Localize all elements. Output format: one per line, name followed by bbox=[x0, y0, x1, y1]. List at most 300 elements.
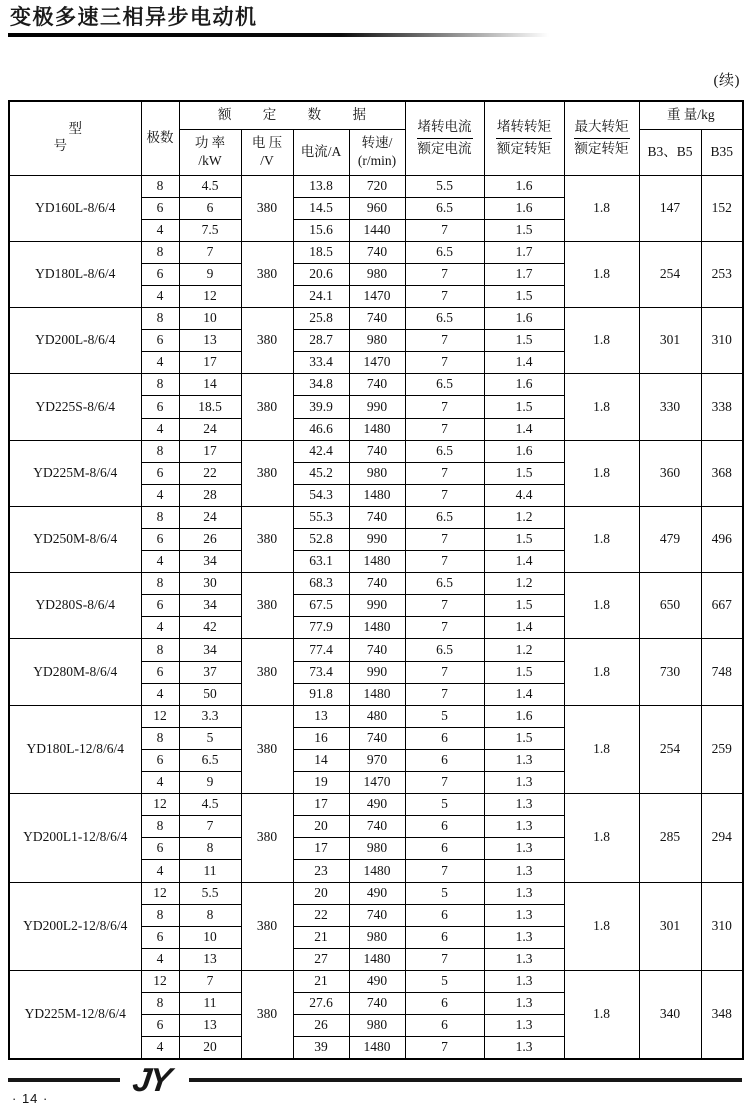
power-unit: /kW bbox=[198, 153, 222, 168]
cell-speed-rpm: 990 bbox=[349, 595, 405, 617]
jy-logo: JY bbox=[130, 1061, 173, 1098]
cell-weight-b35: 368 bbox=[701, 440, 743, 506]
cell-weight-b3-b5: 147 bbox=[639, 175, 701, 241]
cell-current-a: 14 bbox=[293, 749, 349, 771]
locked-torque-denominator: 额定转矩 bbox=[497, 140, 551, 156]
cell-current-a: 20 bbox=[293, 882, 349, 904]
cell-locked-current-ratio: 5 bbox=[405, 882, 484, 904]
spec-row bbox=[9, 440, 743, 462]
col-header-poles: 极数 bbox=[141, 101, 179, 175]
cell-locked-current-ratio: 6 bbox=[405, 749, 484, 771]
cell-current-a: 63.1 bbox=[293, 551, 349, 573]
cell-poles: 4 bbox=[141, 418, 179, 440]
cell-locked-torque-ratio: 1.3 bbox=[484, 860, 564, 882]
cell-current-a: 26 bbox=[293, 1015, 349, 1037]
cell-voltage-v: 380 bbox=[241, 175, 293, 241]
cell-poles: 4 bbox=[141, 352, 179, 374]
cell-locked-torque-ratio: 1.4 bbox=[484, 617, 564, 639]
cell-locked-current-ratio: 6.5 bbox=[405, 241, 484, 263]
cell-max-torque-ratio: 1.8 bbox=[564, 241, 639, 307]
cell-power-kw: 34 bbox=[179, 639, 241, 661]
cell-locked-torque-ratio: 1.5 bbox=[484, 330, 564, 352]
cell-weight-b3-b5: 650 bbox=[639, 573, 701, 639]
cell-poles: 6 bbox=[141, 838, 179, 860]
cell-locked-current-ratio: 7 bbox=[405, 529, 484, 551]
cell-current-a: 17 bbox=[293, 838, 349, 860]
col-header-speed bbox=[349, 129, 405, 175]
cell-speed-rpm: 740 bbox=[349, 816, 405, 838]
voltage-name: 电 压 bbox=[251, 135, 283, 151]
cell-poles: 4 bbox=[141, 484, 179, 506]
cell-voltage-v: 380 bbox=[241, 374, 293, 440]
cell-locked-current-ratio: 7 bbox=[405, 860, 484, 882]
cell-power-kw: 30 bbox=[179, 573, 241, 595]
cell-locked-current-ratio: 7 bbox=[405, 1037, 484, 1059]
cell-max-torque-ratio: 1.8 bbox=[564, 639, 639, 705]
spec-row bbox=[9, 506, 743, 528]
spec-row bbox=[9, 794, 743, 816]
cell-poles: 6 bbox=[141, 595, 179, 617]
cell-current-a: 23 bbox=[293, 860, 349, 882]
cell-speed-rpm: 480 bbox=[349, 705, 405, 727]
cell-speed-rpm: 740 bbox=[349, 904, 405, 926]
cell-locked-current-ratio: 6 bbox=[405, 904, 484, 926]
cell-power-kw: 37 bbox=[179, 661, 241, 683]
cell-model: YD250M-8/6/4 bbox=[9, 506, 141, 572]
cell-weight-b35: 152 bbox=[701, 175, 743, 241]
cell-locked-torque-ratio: 1.5 bbox=[484, 285, 564, 307]
cell-current-a: 13.8 bbox=[293, 175, 349, 197]
cell-locked-torque-ratio: 1.5 bbox=[484, 529, 564, 551]
cell-poles: 6 bbox=[141, 749, 179, 771]
cell-voltage-v: 380 bbox=[241, 705, 293, 793]
cell-speed-rpm: 1480 bbox=[349, 484, 405, 506]
cell-speed-rpm: 740 bbox=[349, 573, 405, 595]
cell-locked-torque-ratio: 1.3 bbox=[484, 794, 564, 816]
page-number: · 14 · bbox=[12, 1091, 49, 1106]
cell-voltage-v: 380 bbox=[241, 970, 293, 1058]
cell-power-kw: 22 bbox=[179, 462, 241, 484]
cell-voltage-v: 380 bbox=[241, 639, 293, 705]
cell-max-torque-ratio: 1.8 bbox=[564, 705, 639, 793]
cell-power-kw: 26 bbox=[179, 529, 241, 551]
cell-power-kw: 42 bbox=[179, 617, 241, 639]
cell-weight-b3-b5: 340 bbox=[639, 970, 701, 1058]
cell-model: YD280S-8/6/4 bbox=[9, 573, 141, 639]
cell-power-kw: 6 bbox=[179, 197, 241, 219]
cell-locked-current-ratio: 6 bbox=[405, 816, 484, 838]
cell-current-a: 77.4 bbox=[293, 639, 349, 661]
cell-weight-b3-b5: 301 bbox=[639, 882, 701, 970]
col-header-weight-b3-b5: B3、B5 bbox=[639, 129, 701, 175]
cell-max-torque-ratio: 1.8 bbox=[564, 175, 639, 241]
cell-speed-rpm: 980 bbox=[349, 462, 405, 484]
cell-locked-current-ratio: 7 bbox=[405, 551, 484, 573]
cell-locked-current-ratio: 6.5 bbox=[405, 308, 484, 330]
cell-poles: 4 bbox=[141, 551, 179, 573]
cell-locked-torque-ratio: 1.7 bbox=[484, 241, 564, 263]
cell-locked-current-ratio: 7 bbox=[405, 948, 484, 970]
cell-voltage-v: 380 bbox=[241, 440, 293, 506]
cell-model: YD225M-8/6/4 bbox=[9, 440, 141, 506]
cell-locked-current-ratio: 7 bbox=[405, 661, 484, 683]
cell-speed-rpm: 740 bbox=[349, 727, 405, 749]
cell-locked-torque-ratio: 1.3 bbox=[484, 992, 564, 1014]
cell-voltage-v: 380 bbox=[241, 573, 293, 639]
cell-max-torque-ratio: 1.8 bbox=[564, 794, 639, 882]
footer-rule-right bbox=[189, 1078, 742, 1082]
cell-locked-torque-ratio: 1.3 bbox=[484, 772, 564, 794]
col-header-weight: 重 量/kg bbox=[639, 101, 743, 129]
continued-marker: (续) bbox=[713, 73, 740, 89]
cell-locked-current-ratio: 7 bbox=[405, 219, 484, 241]
cell-weight-b3-b5: 254 bbox=[639, 241, 701, 307]
cell-speed-rpm: 740 bbox=[349, 506, 405, 528]
cell-current-a: 19 bbox=[293, 772, 349, 794]
spec-row bbox=[9, 573, 743, 595]
cell-weight-b35: 748 bbox=[701, 639, 743, 705]
cell-locked-torque-ratio: 1.6 bbox=[484, 440, 564, 462]
cell-power-kw: 13 bbox=[179, 330, 241, 352]
cell-speed-rpm: 740 bbox=[349, 992, 405, 1014]
cell-power-kw: 18.5 bbox=[179, 396, 241, 418]
cell-weight-b35: 496 bbox=[701, 506, 743, 572]
cell-poles: 8 bbox=[141, 374, 179, 396]
locked-current-fraction bbox=[406, 118, 484, 158]
cell-locked-torque-ratio: 1.2 bbox=[484, 506, 564, 528]
cell-poles: 4 bbox=[141, 860, 179, 882]
cell-poles: 8 bbox=[141, 816, 179, 838]
cell-max-torque-ratio: 1.8 bbox=[564, 374, 639, 440]
cell-power-kw: 50 bbox=[179, 683, 241, 705]
col-header-rated-data: 额 定 数 据 bbox=[179, 101, 405, 129]
cell-power-kw: 6.5 bbox=[179, 749, 241, 771]
cell-model: YD280M-8/6/4 bbox=[9, 639, 141, 705]
cell-weight-b35: 667 bbox=[701, 573, 743, 639]
cell-locked-torque-ratio: 1.7 bbox=[484, 263, 564, 285]
cell-locked-torque-ratio: 1.6 bbox=[484, 374, 564, 396]
cell-power-kw: 11 bbox=[179, 860, 241, 882]
cell-locked-current-ratio: 6.5 bbox=[405, 374, 484, 396]
cell-current-a: 13 bbox=[293, 705, 349, 727]
voltage-unit: /V bbox=[260, 153, 274, 168]
cell-power-kw: 7 bbox=[179, 816, 241, 838]
cell-locked-current-ratio: 6 bbox=[405, 838, 484, 860]
cell-voltage-v: 380 bbox=[241, 882, 293, 970]
cell-power-kw: 24 bbox=[179, 506, 241, 528]
cell-model: YD180L-12/8/6/4 bbox=[9, 705, 141, 793]
cell-power-kw: 7 bbox=[179, 241, 241, 263]
cell-max-torque-ratio: 1.8 bbox=[564, 440, 639, 506]
cell-speed-rpm: 1480 bbox=[349, 418, 405, 440]
cell-locked-current-ratio: 6 bbox=[405, 992, 484, 1014]
cell-poles: 4 bbox=[141, 285, 179, 307]
cell-poles: 8 bbox=[141, 308, 179, 330]
cell-poles: 12 bbox=[141, 705, 179, 727]
cell-voltage-v: 380 bbox=[241, 506, 293, 572]
cell-current-a: 54.3 bbox=[293, 484, 349, 506]
cell-model: YD200L2-12/8/6/4 bbox=[9, 882, 141, 970]
cell-current-a: 16 bbox=[293, 727, 349, 749]
cell-locked-torque-ratio: 1.4 bbox=[484, 418, 564, 440]
cell-locked-current-ratio: 7 bbox=[405, 595, 484, 617]
cell-current-a: 34.8 bbox=[293, 374, 349, 396]
cell-locked-current-ratio: 6.5 bbox=[405, 197, 484, 219]
cell-weight-b35: 348 bbox=[701, 970, 743, 1058]
cell-poles: 8 bbox=[141, 440, 179, 462]
cell-locked-torque-ratio: 1.2 bbox=[484, 573, 564, 595]
cell-speed-rpm: 990 bbox=[349, 661, 405, 683]
cell-locked-torque-ratio: 1.6 bbox=[484, 308, 564, 330]
cell-model: YD180L-8/6/4 bbox=[9, 241, 141, 307]
cell-locked-torque-ratio: 1.4 bbox=[484, 352, 564, 374]
cell-max-torque-ratio: 1.8 bbox=[564, 506, 639, 572]
cell-locked-torque-ratio: 1.5 bbox=[484, 462, 564, 484]
cell-current-a: 15.6 bbox=[293, 219, 349, 241]
locked-current-denominator: 额定电流 bbox=[417, 140, 472, 156]
cell-current-a: 21 bbox=[293, 926, 349, 948]
cell-poles: 6 bbox=[141, 661, 179, 683]
cell-speed-rpm: 740 bbox=[349, 440, 405, 462]
cell-poles: 6 bbox=[141, 263, 179, 285]
cell-speed-rpm: 980 bbox=[349, 330, 405, 352]
spec-row bbox=[9, 639, 743, 661]
cell-model: YD160L-8/6/4 bbox=[9, 175, 141, 241]
cell-locked-current-ratio: 7 bbox=[405, 330, 484, 352]
cell-speed-rpm: 720 bbox=[349, 175, 405, 197]
spec-row bbox=[9, 308, 743, 330]
cell-power-kw: 34 bbox=[179, 551, 241, 573]
cell-speed-rpm: 1480 bbox=[349, 551, 405, 573]
cell-locked-current-ratio: 7 bbox=[405, 396, 484, 418]
cell-current-a: 46.6 bbox=[293, 418, 349, 440]
cell-poles: 4 bbox=[141, 219, 179, 241]
power-name: 功 率 bbox=[194, 135, 226, 151]
cell-weight-b35: 259 bbox=[701, 705, 743, 793]
spec-table-body bbox=[9, 175, 743, 1059]
cell-poles: 6 bbox=[141, 1015, 179, 1037]
footer-rule-left bbox=[8, 1078, 120, 1082]
cell-weight-b3-b5: 285 bbox=[639, 794, 701, 882]
cell-locked-current-ratio: 5 bbox=[405, 794, 484, 816]
cell-model: YD200L-8/6/4 bbox=[9, 308, 141, 374]
cell-current-a: 39 bbox=[293, 1037, 349, 1059]
spec-row bbox=[9, 970, 743, 992]
max-torque-numerator: 最大转矩 bbox=[574, 118, 630, 138]
cell-weight-b35: 294 bbox=[701, 794, 743, 882]
locked-current-numerator: 堵转电流 bbox=[417, 118, 473, 138]
cell-weight-b35: 310 bbox=[701, 308, 743, 374]
spec-row bbox=[9, 882, 743, 904]
cell-locked-current-ratio: 5.5 bbox=[405, 175, 484, 197]
cell-power-kw: 34 bbox=[179, 595, 241, 617]
max-torque-denominator: 额定转矩 bbox=[574, 140, 629, 156]
cell-locked-current-ratio: 7 bbox=[405, 285, 484, 307]
cell-voltage-v: 380 bbox=[241, 241, 293, 307]
cell-locked-current-ratio: 7 bbox=[405, 462, 484, 484]
cell-locked-current-ratio: 6 bbox=[405, 1015, 484, 1037]
page-title: 变极多速三相异步电动机 bbox=[10, 6, 258, 29]
col-header-locked-torque-ratio bbox=[484, 101, 564, 175]
cell-current-a: 20.6 bbox=[293, 263, 349, 285]
cell-speed-rpm: 490 bbox=[349, 882, 405, 904]
cell-locked-current-ratio: 7 bbox=[405, 683, 484, 705]
cell-poles: 6 bbox=[141, 462, 179, 484]
cell-locked-torque-ratio: 1.5 bbox=[484, 727, 564, 749]
cell-power-kw: 14 bbox=[179, 374, 241, 396]
cell-speed-rpm: 490 bbox=[349, 970, 405, 992]
cell-poles: 4 bbox=[141, 772, 179, 794]
spec-row bbox=[9, 241, 743, 263]
cell-weight-b3-b5: 330 bbox=[639, 374, 701, 440]
cell-poles: 8 bbox=[141, 241, 179, 263]
cell-weight-b3-b5: 254 bbox=[639, 705, 701, 793]
locked-torque-fraction bbox=[485, 118, 564, 158]
cell-speed-rpm: 740 bbox=[349, 374, 405, 396]
cell-power-kw: 9 bbox=[179, 772, 241, 794]
cell-speed-rpm: 740 bbox=[349, 308, 405, 330]
cell-speed-rpm: 1480 bbox=[349, 860, 405, 882]
cell-current-a: 55.3 bbox=[293, 506, 349, 528]
cell-locked-torque-ratio: 1.3 bbox=[484, 926, 564, 948]
cell-power-kw: 17 bbox=[179, 352, 241, 374]
max-torque-fraction bbox=[565, 118, 639, 158]
cell-poles: 8 bbox=[141, 175, 179, 197]
speed-name: 转速/ bbox=[361, 135, 393, 151]
spec-table-header bbox=[9, 101, 743, 175]
locked-torque-numerator: 堵转转矩 bbox=[496, 118, 552, 138]
cell-poles: 4 bbox=[141, 948, 179, 970]
cell-current-a: 42.4 bbox=[293, 440, 349, 462]
cell-power-kw: 13 bbox=[179, 948, 241, 970]
cell-power-kw: 20 bbox=[179, 1037, 241, 1059]
cell-speed-rpm: 1480 bbox=[349, 683, 405, 705]
cell-locked-current-ratio: 7 bbox=[405, 484, 484, 506]
spec-row bbox=[9, 705, 743, 727]
cell-locked-torque-ratio: 1.3 bbox=[484, 1037, 564, 1059]
cell-weight-b35: 338 bbox=[701, 374, 743, 440]
cell-locked-torque-ratio: 1.3 bbox=[484, 904, 564, 926]
cell-model: YD225M-12/8/6/4 bbox=[9, 970, 141, 1058]
cell-locked-current-ratio: 7 bbox=[405, 263, 484, 285]
cell-poles: 6 bbox=[141, 926, 179, 948]
cell-speed-rpm: 990 bbox=[349, 396, 405, 418]
col-header-max-torque-ratio bbox=[564, 101, 639, 175]
cell-power-kw: 4.5 bbox=[179, 175, 241, 197]
cell-model: YD200L1-12/8/6/4 bbox=[9, 794, 141, 882]
cell-power-kw: 28 bbox=[179, 484, 241, 506]
cell-locked-current-ratio: 6.5 bbox=[405, 440, 484, 462]
cell-locked-torque-ratio: 1.4 bbox=[484, 683, 564, 705]
spec-row bbox=[9, 175, 743, 197]
cell-locked-current-ratio: 5 bbox=[405, 970, 484, 992]
col-header-weight-b35: B35 bbox=[701, 129, 743, 175]
cell-power-kw: 8 bbox=[179, 838, 241, 860]
cell-poles: 6 bbox=[141, 330, 179, 352]
cell-current-a: 17 bbox=[293, 794, 349, 816]
cell-speed-rpm: 990 bbox=[349, 529, 405, 551]
cell-weight-b3-b5: 360 bbox=[639, 440, 701, 506]
col-header-power bbox=[179, 129, 241, 175]
cell-poles: 12 bbox=[141, 882, 179, 904]
cell-locked-current-ratio: 6.5 bbox=[405, 639, 484, 661]
cell-power-kw: 8 bbox=[179, 904, 241, 926]
cell-speed-rpm: 980 bbox=[349, 838, 405, 860]
cell-poles: 4 bbox=[141, 617, 179, 639]
cell-locked-torque-ratio: 1.5 bbox=[484, 595, 564, 617]
cell-locked-current-ratio: 7 bbox=[405, 772, 484, 794]
cell-speed-rpm: 1470 bbox=[349, 772, 405, 794]
motor-spec-table bbox=[8, 100, 744, 1060]
cell-current-a: 24.1 bbox=[293, 285, 349, 307]
cell-power-kw: 13 bbox=[179, 1015, 241, 1037]
cell-power-kw: 7 bbox=[179, 970, 241, 992]
cell-speed-rpm: 980 bbox=[349, 926, 405, 948]
cell-poles: 12 bbox=[141, 794, 179, 816]
cell-locked-torque-ratio: 1.5 bbox=[484, 661, 564, 683]
cell-locked-torque-ratio: 1.3 bbox=[484, 749, 564, 771]
cell-power-kw: 7.5 bbox=[179, 219, 241, 241]
cell-current-a: 27.6 bbox=[293, 992, 349, 1014]
cell-current-a: 21 bbox=[293, 970, 349, 992]
cell-power-kw: 24 bbox=[179, 418, 241, 440]
spec-row bbox=[9, 374, 743, 396]
cell-speed-rpm: 490 bbox=[349, 794, 405, 816]
cell-current-a: 52.8 bbox=[293, 529, 349, 551]
cell-locked-torque-ratio: 1.3 bbox=[484, 1015, 564, 1037]
cell-power-kw: 5.5 bbox=[179, 882, 241, 904]
cell-speed-rpm: 1470 bbox=[349, 285, 405, 307]
cell-power-kw: 11 bbox=[179, 992, 241, 1014]
cell-weight-b35: 310 bbox=[701, 882, 743, 970]
cell-poles: 4 bbox=[141, 1037, 179, 1059]
cell-current-a: 77.9 bbox=[293, 617, 349, 639]
cell-weight-b3-b5: 301 bbox=[639, 308, 701, 374]
cell-locked-torque-ratio: 1.6 bbox=[484, 175, 564, 197]
cell-speed-rpm: 980 bbox=[349, 263, 405, 285]
cell-poles: 8 bbox=[141, 639, 179, 661]
cell-current-a: 39.9 bbox=[293, 396, 349, 418]
cell-locked-torque-ratio: 1.3 bbox=[484, 948, 564, 970]
cell-power-kw: 9 bbox=[179, 263, 241, 285]
cell-speed-rpm: 1440 bbox=[349, 219, 405, 241]
cell-model: YD225S-8/6/4 bbox=[9, 374, 141, 440]
cell-locked-current-ratio: 7 bbox=[405, 352, 484, 374]
cell-current-a: 27 bbox=[293, 948, 349, 970]
cell-locked-current-ratio: 7 bbox=[405, 617, 484, 639]
cell-current-a: 67.5 bbox=[293, 595, 349, 617]
cell-locked-current-ratio: 7 bbox=[405, 418, 484, 440]
col-header-current: 电流/A bbox=[293, 129, 349, 175]
cell-current-a: 91.8 bbox=[293, 683, 349, 705]
cell-current-a: 14.5 bbox=[293, 197, 349, 219]
cell-current-a: 25.8 bbox=[293, 308, 349, 330]
cell-locked-torque-ratio: 1.3 bbox=[484, 838, 564, 860]
cell-speed-rpm: 970 bbox=[349, 749, 405, 771]
cell-locked-torque-ratio: 1.3 bbox=[484, 882, 564, 904]
cell-speed-rpm: 1470 bbox=[349, 352, 405, 374]
cell-current-a: 22 bbox=[293, 904, 349, 926]
cell-current-a: 68.3 bbox=[293, 573, 349, 595]
cell-poles: 6 bbox=[141, 396, 179, 418]
col-header-voltage bbox=[241, 129, 293, 175]
title-rule-divider bbox=[8, 33, 560, 37]
cell-max-torque-ratio: 1.8 bbox=[564, 308, 639, 374]
cell-current-a: 28.7 bbox=[293, 330, 349, 352]
cell-poles: 8 bbox=[141, 992, 179, 1014]
cell-power-kw: 3.3 bbox=[179, 705, 241, 727]
cell-locked-torque-ratio: 1.2 bbox=[484, 639, 564, 661]
